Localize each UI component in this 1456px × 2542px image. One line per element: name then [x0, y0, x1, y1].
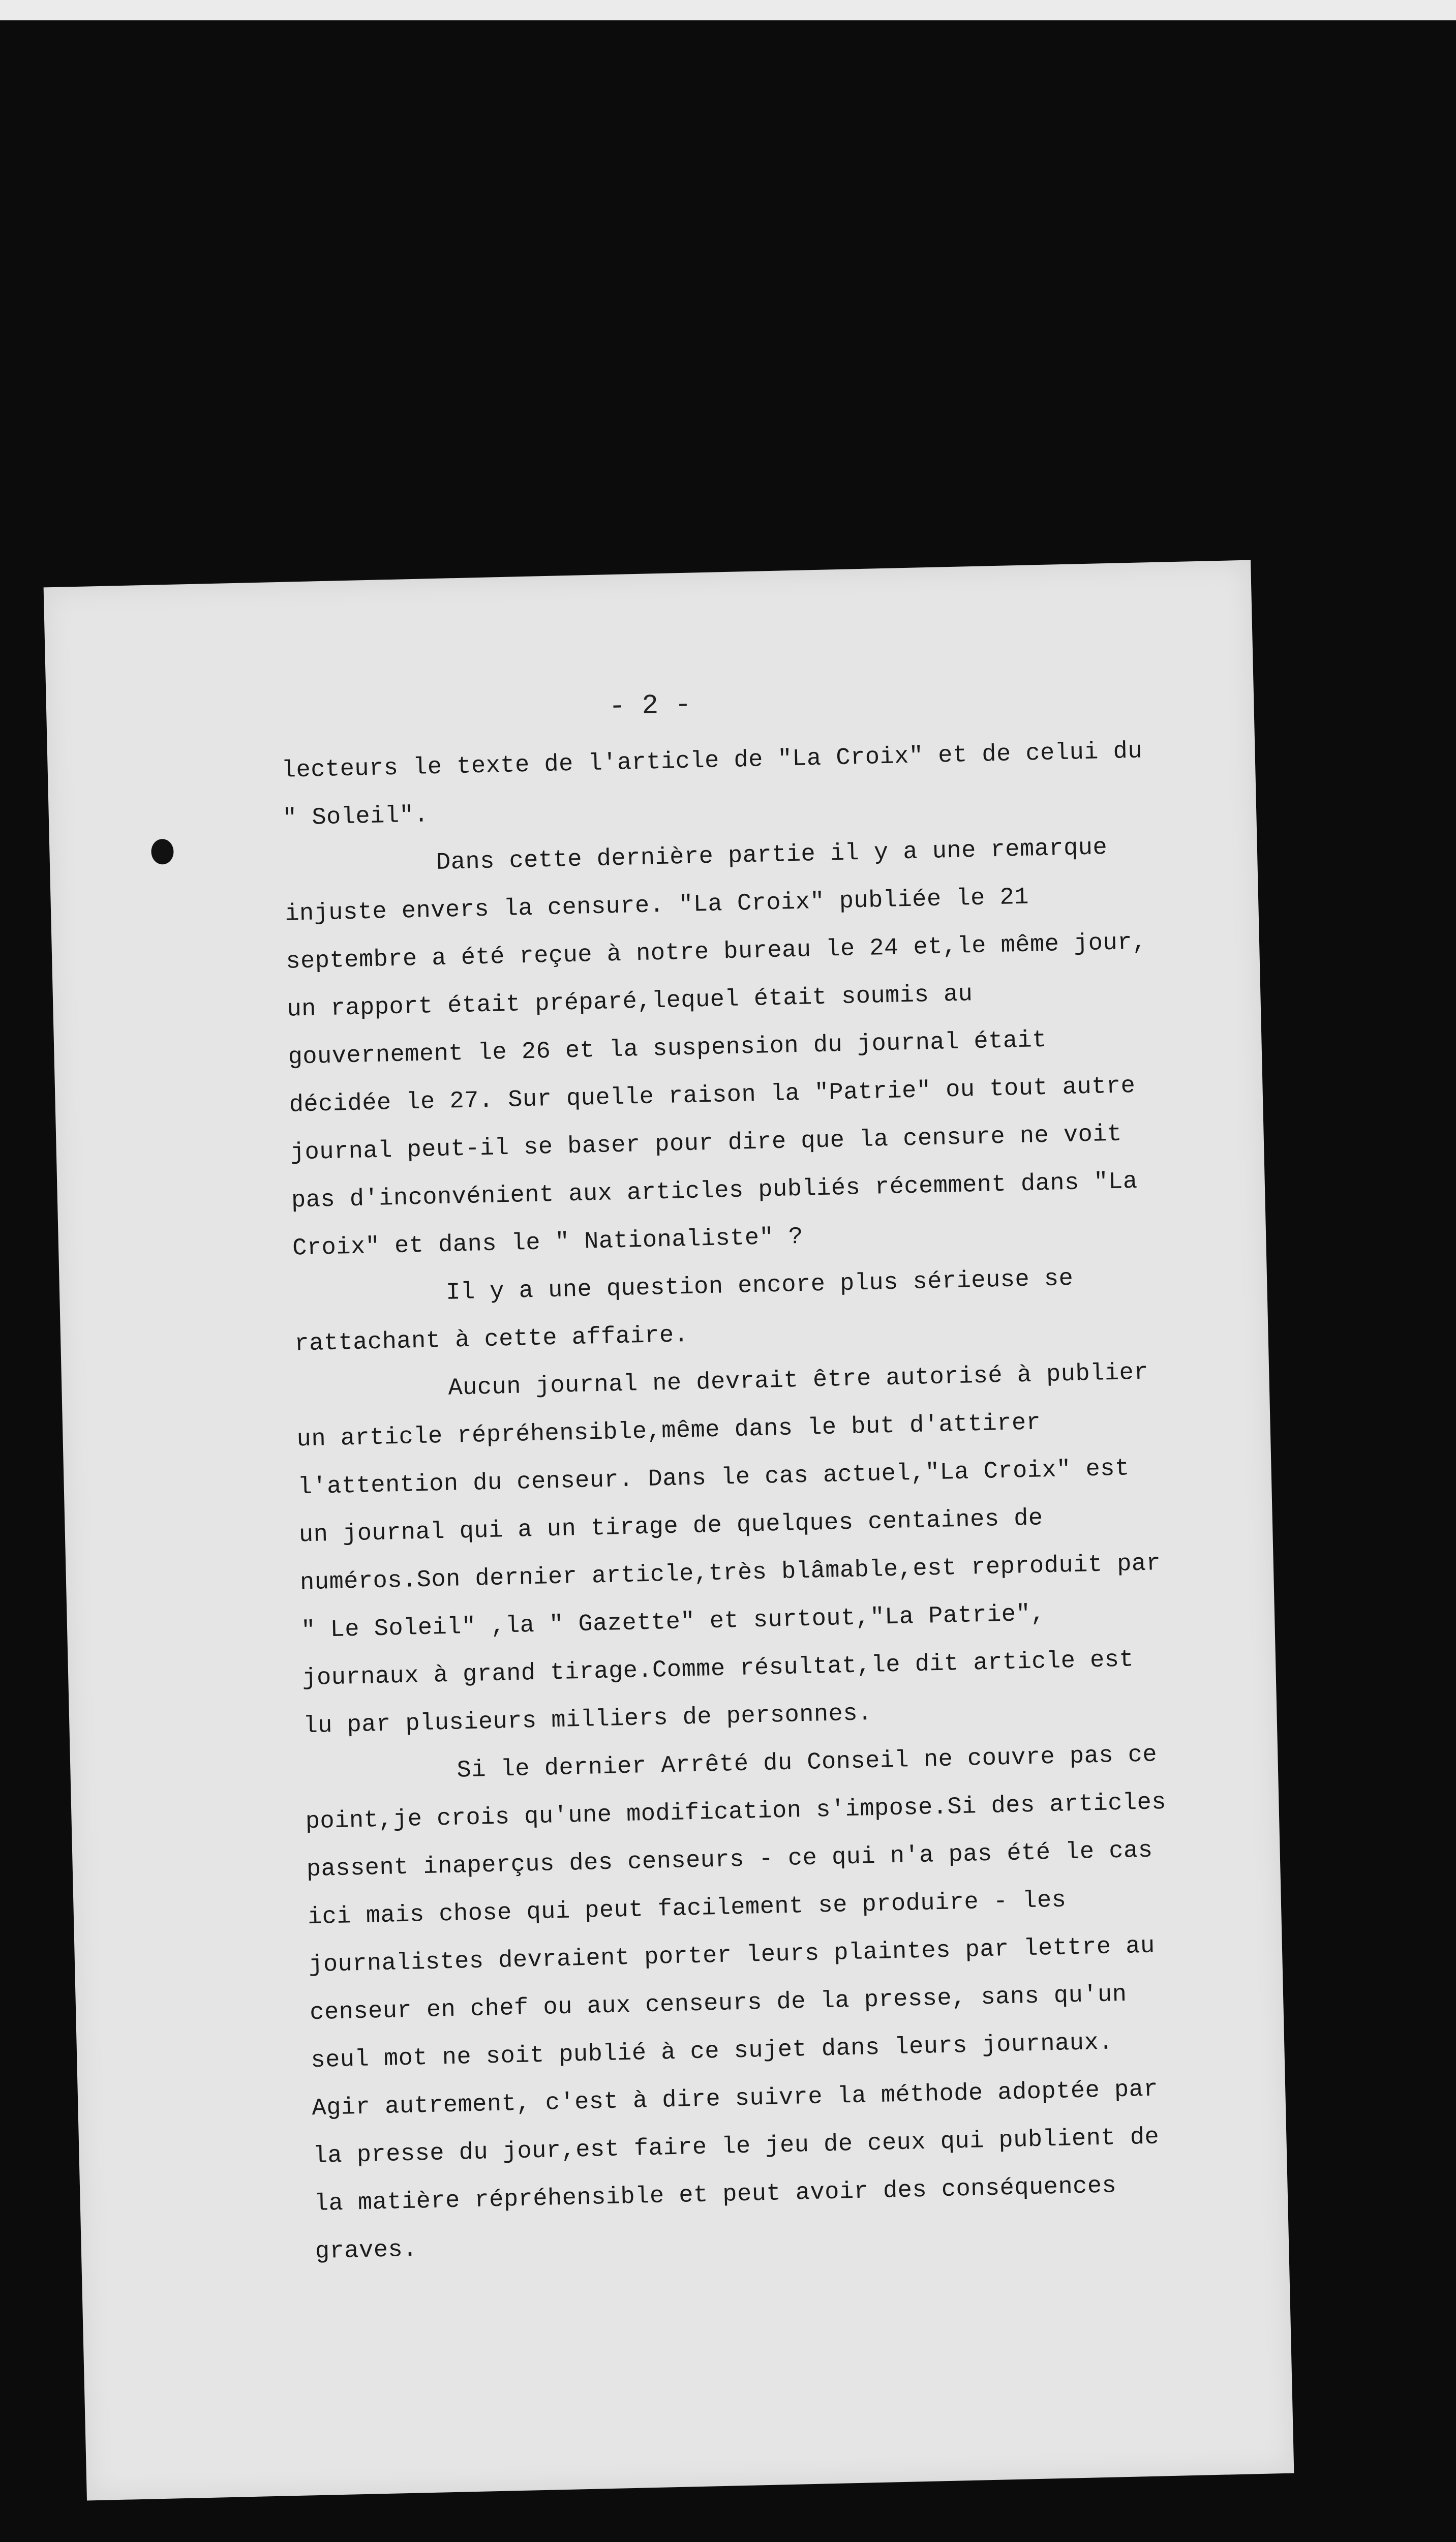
letter-body	[281, 728, 1190, 2276]
paragraph: Dans cette dernière partie il y a une remarque injuste envers la censure. "La Croix" publiée le 21 septembre a été reçue à notre bureau le 24 et,le même jour, un rapport était préparé,lequel était soumis au gouvernement le 26 et la suspension du journal était décidée le 27. Sur quelle raison la "Patrie" ou tout autre journal peut-il se baser pour dire que la censure ne voit pas d'inconvénient aux articles publiés récemment dans "La Croix" et dans le " Nationaliste" ?	[284, 834, 1147, 1262]
paragraph: Aucun journal ne devrait être autorisé à publier un article répréhensible,même dans le but d'attirer l'attention du censeur. Dans le cas actuel,"La Croix" est un journal qui a un tirage de quelques centaines de numéros.Son dernier article,très blâmable,est reproduit par " Le Soleil" ,la " Gazette" et surtout,"La Patrie", journaux à grand tirage.Comme résultat,le dit article est lu par plusieurs milliers de personnes.	[296, 1359, 1161, 1740]
film-frame-edge	[0, 0, 1456, 20]
typed-letter-page	[44, 560, 1294, 2501]
paragraph: Il y a une question encore plus sérieuse se rattachant à cette affaire.	[294, 1265, 1074, 1358]
page-number: - 2 -	[609, 689, 692, 723]
punch-hole	[151, 839, 174, 865]
paragraph: Si le dernier Arrêté du Conseil ne couvre pas ce point,je crois qu'une modification s'impose.Si des articles passent inaperçus des censeurs - ce qui n'a pas été le cas ici mais chose qui peut facilement se produire - les journalistes devraient porter leurs plaintes par lettre au censeur en chef ou aux censeurs de la presse, sans qu'un seul mot ne soit publié à ce sujet dans leurs journaux. Agir autrement, c'est à dire suivre la méthode adoptée par la presse du jour,est faire le jeu de ceux qui publient de la matière répréhensible et peut avoir des conséquences graves.	[305, 1741, 1167, 2266]
paragraph: lecteurs le texte de l'article de "La Croix" et de celui du " Soleil".	[281, 738, 1143, 832]
